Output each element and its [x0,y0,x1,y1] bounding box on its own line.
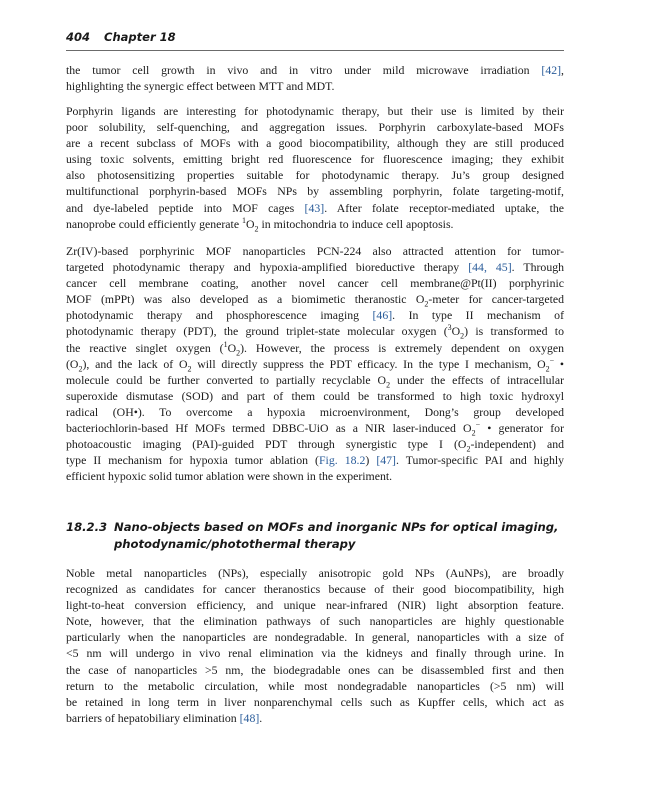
text-line: and dye-labeled peptide into MOF cages [43]. After folate receptor-mediated uptake, the [66,200,564,215]
text-line: barriers of hepatobiliary elimination [48]. [66,710,263,725]
text-line: photoacoustic imaging (PAI)-guided PDT through synergistic type I $(O_2-independent)$ and [66,437,565,454]
text-line: the reactive singlet oxygen $(^1O_2)$. However, the process is extremely dependent on oxygen [66,339,565,357]
text-line: photodynamic therapy and phosphorescence imaging [46]. In type II mechanism of [66,308,564,323]
text-line: radical (OH•). To overcome a hypoxia microenvironment, Dong’s group developed [66,404,564,419]
text-line: cancer cell membrane coating, another novel cancer cell membrane@Pt(II) porphyrinic [66,276,564,291]
text-line: MOF (mPPt) was also developed as a biomimetic theranostic $O_2$-meter for cancer-targeted [66,292,564,309]
citation-link[interactable]: [42] [541,63,562,77]
text-line: are a recent subclass of MOFs with a good biocompatibility, although they are still produced [66,136,564,151]
text-line: bacteriochlorin-based Hf MOFs termed DBBC-UiO as a NIR laser-induced $O_2^-$ • generator for [66,420,564,438]
text-line: efficient hypoxic solid tumor ablation were shown in the experiment. [66,469,393,484]
paragraph-2 [66,103,564,232]
text-line: particularly when the nanoparticles are nondegradable. In general, nanoparticles with a size of [66,630,564,645]
text-line: type II mechanism for hypoxia tumor ablation (Fig. 18.2) [47]. Tumor-specific PAI and highly [66,453,565,468]
paragraph-4 [66,565,564,726]
text-line: the tumor cell growth in vivo and in vitro under mild microwave irradiation [42], [66,63,564,77]
text-line: $(O_2)$, and the lack of $O_2$ will directly suppress the PDT efficacy. In the type I mechanism, $O_2^-$ • [66,355,564,374]
text-line: the case of nanoparticles >5 nm, the biodegradable ones can be disassembled first and then [66,662,564,677]
citation-link[interactable]: [46] [372,308,393,323]
section-title-line-2: photodynamic/photothermal therapy [114,537,356,551]
text-line: photodynamic therapy (PDT), the ground triplet-state molecular oxygen $(^3O_2)$ is transformed to [66,323,564,341]
text-line: poor solubility, self-quenching, and aggregation issues. Porphyrin carboxylate-based MOFs [66,120,564,135]
section-title-line-1: Nano-objects based on MOFs and inorganic NPs for optical imaging, [114,520,559,534]
text-line: superoxide dismutase (SOD) and part of them could be transformed to high toxic hydroxyl [66,388,564,403]
text-line: Noble metal nanoparticles (NPs), especially anisotropic gold NPs (AuNPs), are broadly [66,566,564,580]
text-line: Zr(IV)-based porphyrinic MOF nanoparticles PCN-224 also attracted attention for tumor- [66,244,564,258]
text-line: nanoprobe could efficiently generate $^1O_2$ in mitochondria to induce cell apoptosis. [66,215,454,234]
text-line: Note, however, that the elimination pathways of such nanoparticles are highly questionable [66,614,564,629]
section-number: 18.2.3 [66,520,108,534]
paragraph-1 [66,62,564,94]
text-line: recognized as candidates for cancer theranostics because of their good biocompatibility, high [66,582,564,597]
text-line: using toxic solvents, emitting bright red fluorescence for fluorescence imaging; they exhibit [66,152,564,167]
running-header [66,30,564,51]
chapter-label: Chapter 18 [104,30,176,44]
page-number: 404 [66,30,91,44]
citation-link[interactable]: [47] [376,453,396,468]
citation-link[interactable]: [48] [239,710,260,725]
text-line: highlighting the synergic effect between MTT and MDT. [66,79,335,94]
text-line: multifunctional porphyrin-based MOFs NPs by assembling porphyrin, folate targeting-motif, [66,184,564,199]
text-line: return to the metabolic circulation, while most nondegradable nanoparticles (>5 nm) will [66,678,564,693]
citation-link[interactable]: [43] [304,200,325,215]
citation-link[interactable]: [44, 45] [468,260,512,275]
text-line: light-to-heat conversion efficiency, and unique near-infrared (NIR) light absorption feature. [66,598,564,613]
text-line: molecule could be further converted to partially recyclable $O_2$ under the effects of intracellular [66,372,564,390]
figure-link[interactable]: Fig. 18.2 [318,453,366,468]
section-heading [66,519,564,553]
text-line: <5 nm will undergo in vivo renal elimination via the kidneys and finally through urine. In [66,646,564,661]
text-line: be retained in long term in liver nonparenchymal cells such as Kupffer cells, which act as [66,694,564,709]
text-line: Porphyrin ligands are interesting for photodynamic therapy, but their use is limited by their [66,104,564,118]
text-line: targeted photodynamic therapy and hypoxia-amplified bioreductive therapy [44, 45]. Through [66,260,565,275]
paragraph-3 [66,243,564,484]
text-line: also photosensitizing properties suitable for photodynamic therapy. Ju’s group designed [66,168,564,183]
